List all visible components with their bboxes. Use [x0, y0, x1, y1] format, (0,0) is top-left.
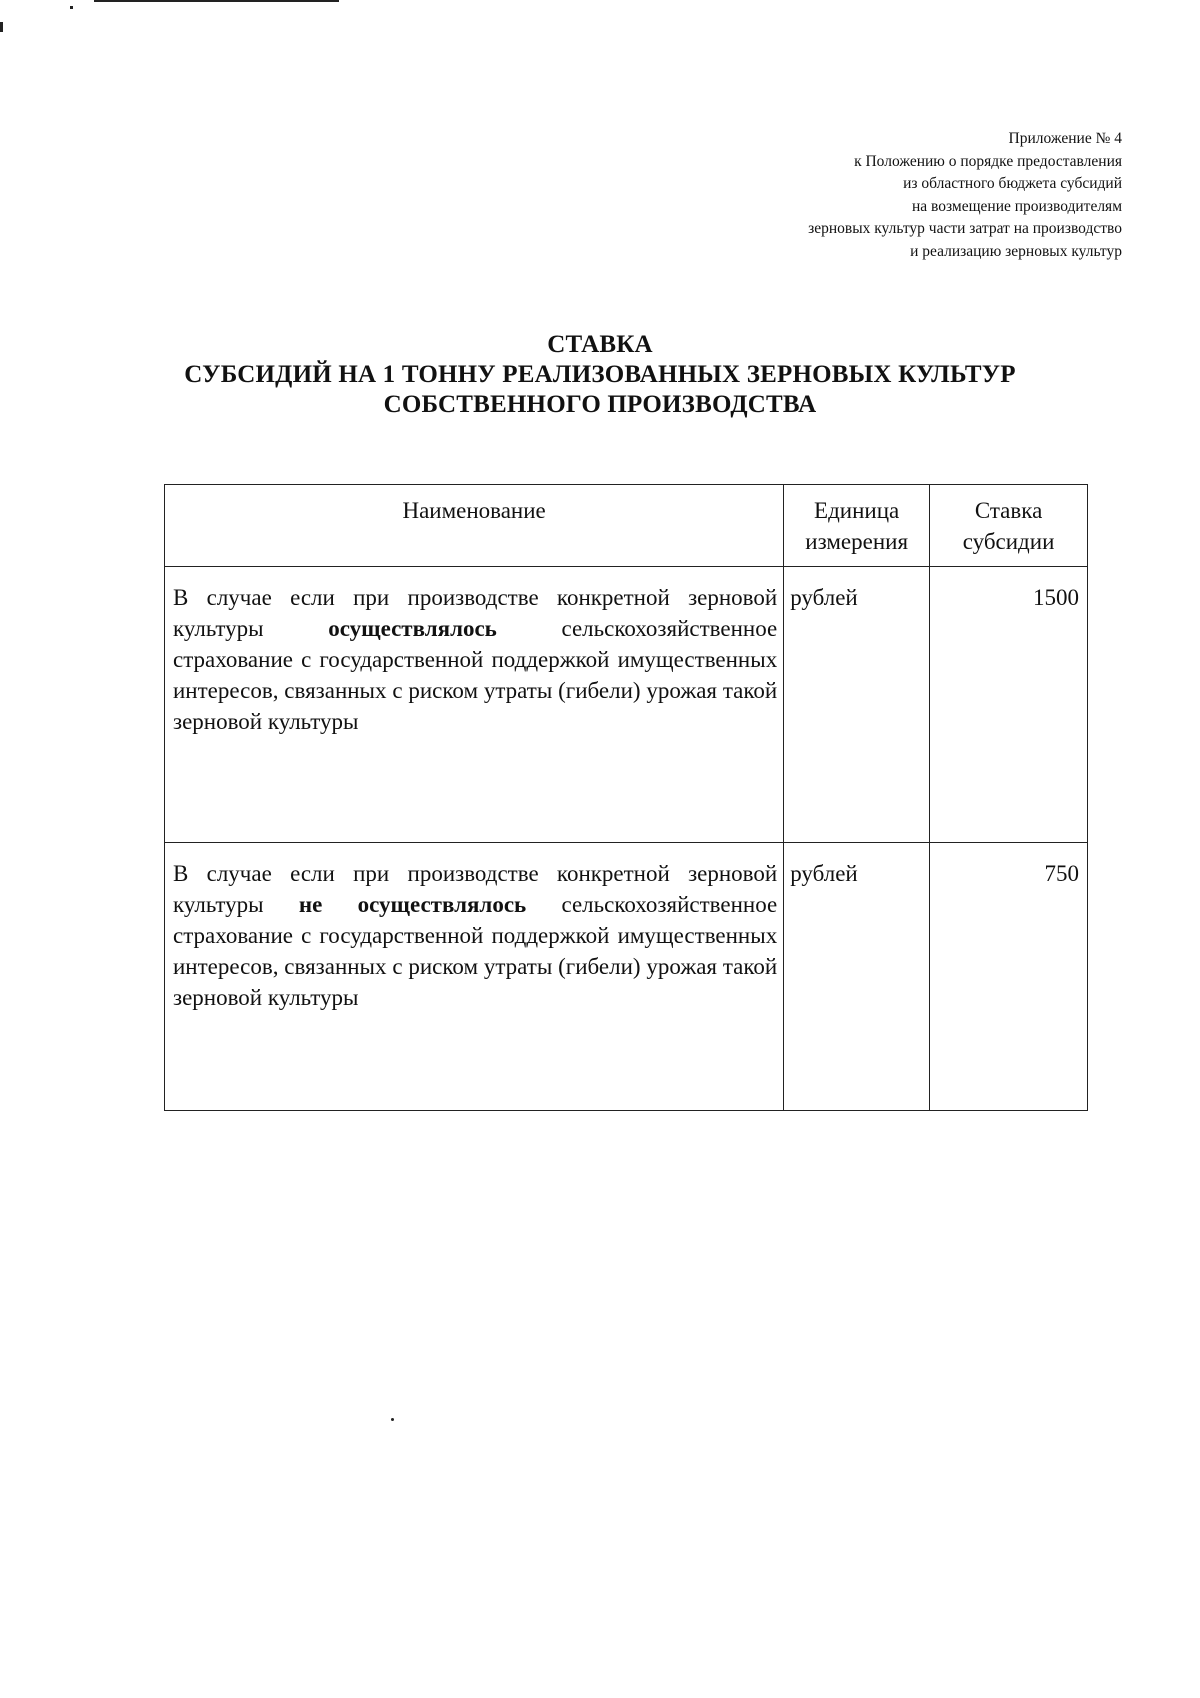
- header-unit-label: измерения: [805, 529, 909, 554]
- scan-artifact: [391, 1418, 394, 1421]
- scan-artifact: [94, 0, 339, 2]
- header-unit-label: Единица: [814, 498, 900, 523]
- header-rate-label: Ставка: [974, 498, 1043, 523]
- row-unit: рублей: [784, 567, 930, 843]
- header-rate: [930, 485, 1088, 567]
- row-text: сельскохозяйственное страхование с государственной поддержкой имущественных интересов, связанных с риском утраты (гибели) урожая такой зерновой культуры: [173, 616, 778, 734]
- appendix-line: на возмещение производителям: [912, 197, 1122, 215]
- header-rate-label: субсидии: [962, 529, 1055, 554]
- table-row: [165, 567, 1088, 843]
- appendix-line: зерновых культур части затрат на производство: [808, 220, 1122, 237]
- title-line: СУБСИДИЙ НА 1 ТОННУ РЕАЛИЗОВАННЫХ ЗЕРНОВЫХ КУЛЬТУР: [184, 361, 1016, 388]
- appendix-line: и реализацию зерновых культур: [910, 242, 1122, 260]
- row-text: сельскохозяйственное страхование с государственной поддержкой имущественных интересов, связанных с риском утраты (гибели) урожая такой зерновой культуры: [173, 892, 778, 1010]
- document-title: [0, 330, 1200, 420]
- appendix-line: к Положению о порядке предоставления: [854, 152, 1122, 170]
- row-emphasis: осуществлялось: [328, 616, 497, 641]
- table-header-row: [165, 485, 1088, 567]
- header-unit: [784, 485, 930, 567]
- row-emphasis: не осуществлялось: [298, 892, 527, 917]
- row-rate: 1500: [930, 567, 1088, 843]
- scan-artifact: [0, 22, 3, 32]
- row-text: В случае если при производстве конкретной зерновой культуры: [173, 861, 778, 917]
- row-description: [165, 843, 784, 1111]
- header-name: [165, 485, 784, 567]
- row-unit: рублей: [784, 843, 930, 1111]
- title-line: СОБСТВЕННОГО ПРОИЗВОДСТВА: [383, 391, 817, 418]
- title-line: СТАВКА: [547, 331, 653, 358]
- table-row: [165, 843, 1088, 1111]
- appendix-header: [602, 128, 1122, 263]
- row-description: [165, 567, 784, 843]
- row-text: В случае если при производстве конкретной зерновой культуры: [173, 585, 778, 641]
- subsidy-rate-table: [164, 484, 1088, 1111]
- appendix-line: из областного бюджета субсидий: [903, 175, 1122, 192]
- row-rate: 750: [930, 843, 1088, 1111]
- header-name-label: Наименование: [402, 498, 546, 523]
- appendix-number: Приложение № 4: [1008, 130, 1122, 147]
- scan-artifact: [70, 6, 73, 9]
